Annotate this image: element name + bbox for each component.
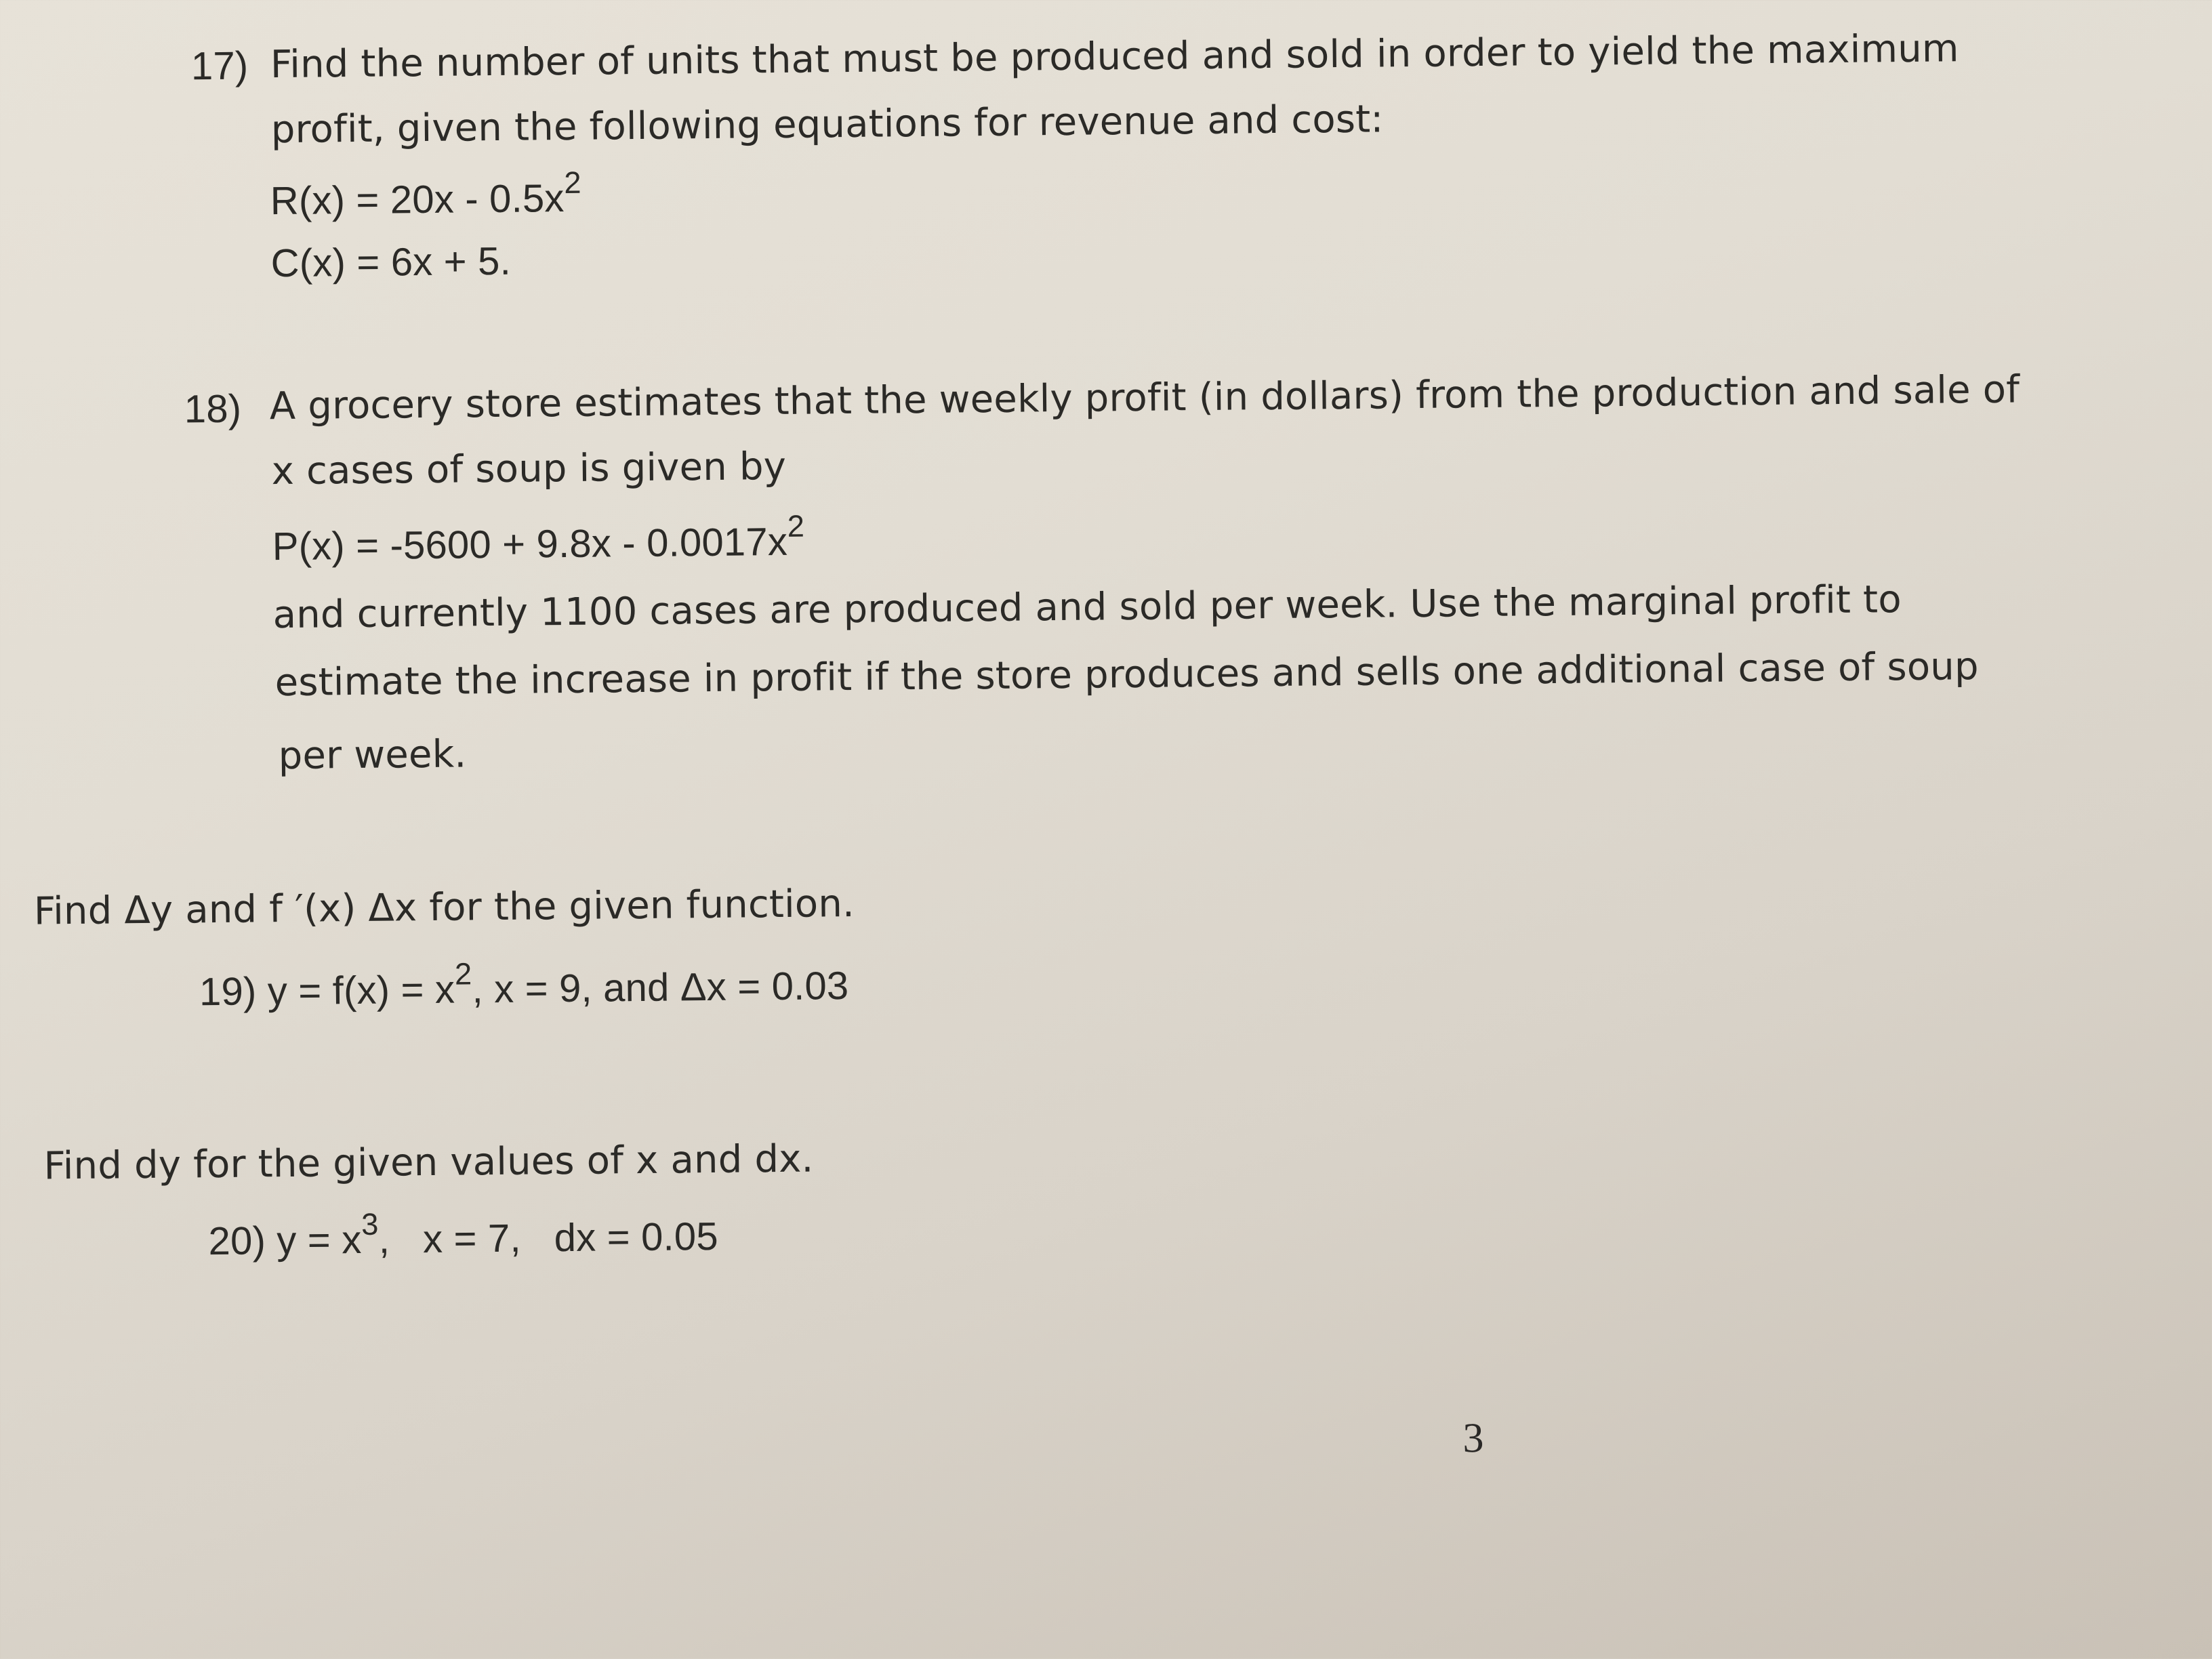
section-dy-instruction: Find dy for the given values of x and dx. [43, 1136, 814, 1189]
problem-18-profit-equation [272, 508, 805, 569]
problem-18-text-line3: and currently 1100 cases are produced and sold per week. Use the marginal profit to [272, 577, 1902, 638]
problem-17-revenue-equation [270, 165, 582, 224]
problem-20-number: 20) [208, 1218, 266, 1264]
profit-equation-body: P(x) = -5600 + 9.8x - 0.0017x [272, 519, 788, 569]
problem-19-number: 19) [199, 969, 257, 1015]
problem-18-text-line1: A grocery store estimates that the weekly profit (in dollars) from the production and sale of [269, 367, 2020, 429]
revenue-exponent: 2 [564, 165, 581, 200]
problem-18-text-line5: per week. [278, 732, 467, 779]
section-delta-instruction: Find Δy and f ′(x) Δx for the given function. [33, 881, 855, 934]
problem-20-values: , x = 7, dx = 0.05 [378, 1214, 719, 1262]
revenue-equation-body: R(x) = 20x - 0.5x [270, 176, 565, 224]
problem-19-exponent: 2 [454, 956, 472, 991]
problem-19-values: , x = 9, and Δx = 0.03 [472, 964, 849, 1012]
problem-17-cost-equation: C(x) = 6x + 5. [270, 239, 512, 286]
problem-20-function: y = x [276, 1217, 362, 1263]
problem-20 [208, 1206, 719, 1264]
problem-18-text-line2: x cases of soup is given by [271, 444, 787, 494]
problem-19 [199, 956, 849, 1015]
page-number: 3 [1462, 1415, 1484, 1462]
problem-18-number: 18) [184, 386, 242, 432]
problem-17-number: 17) [190, 43, 249, 89]
problem-17-text-line1: Find the number of units that must be produced and sold in order to yield the maximum [270, 26, 1959, 87]
problem-19-function: y = f(x) = x [267, 967, 455, 1014]
profit-exponent: 2 [787, 508, 805, 544]
problem-18-text-line4: estimate the increase in profit if the store produces and sells one additional case of soup [274, 644, 1980, 705]
problem-20-exponent: 3 [361, 1206, 379, 1242]
problem-17-text-line2: profit, given the following equations for revenue and cost: [270, 97, 1384, 152]
